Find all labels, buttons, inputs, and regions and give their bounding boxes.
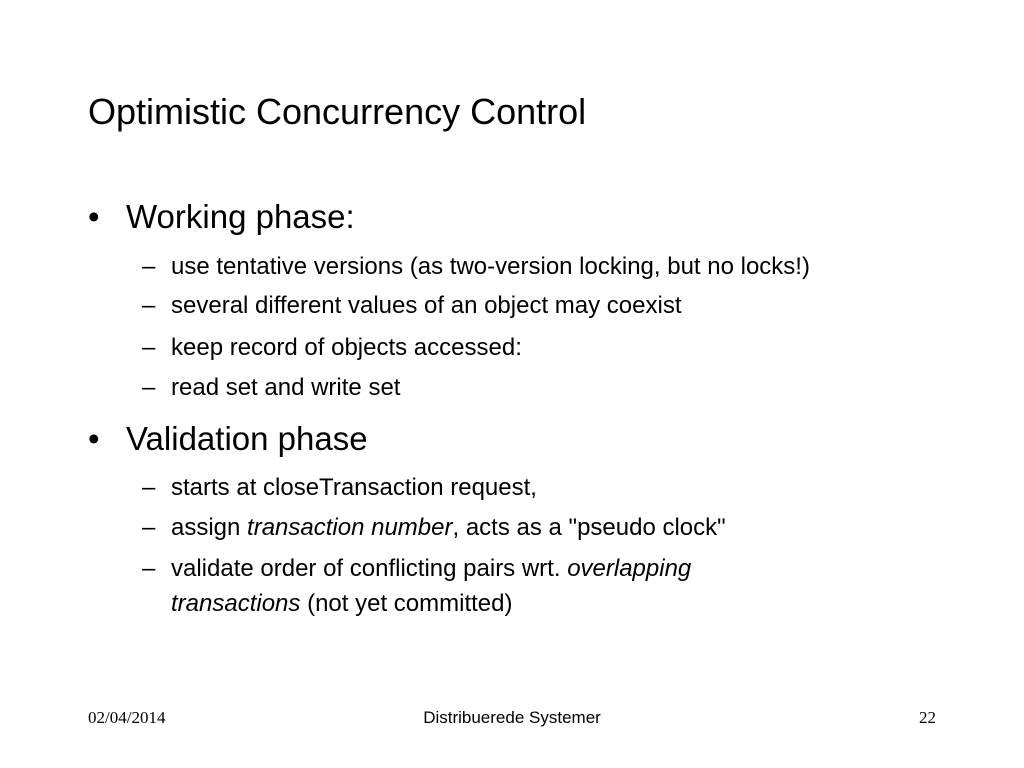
sub-item-text-post: , acts as a "pseudo clock" [452,514,726,541]
sub-item-text [171,512,726,544]
dash-icon: – [142,253,156,280]
dash-icon: – [142,474,156,501]
dash-icon: – [142,334,156,361]
sub-item-text-post: (not yet committed) [300,590,513,617]
sub-item-text [171,588,512,620]
sub-item-text-pre: validate order of conflicting pairs wrt. [171,555,568,582]
footer-course: Distribuerede Systemer [423,708,601,727]
bullet-icon: • [88,198,100,235]
bullet-icon: • [88,420,100,457]
sub-item-text: use tentative versions (as two-version locking, but no locks!) [171,253,810,280]
bullet-heading: Working phase: [126,198,355,235]
dash-icon: – [142,374,156,401]
sub-item-emphasis: transactions [171,590,301,617]
sub-item-text: keep record of objects accessed: [171,334,522,361]
sub-item-text: read set and write set [171,374,401,401]
sub-item-emphasis: transaction number [247,514,453,541]
sub-item-text [171,553,691,585]
footer-page-number: 22 [919,708,936,727]
footer-date: 02/04/2014 [88,708,166,727]
bullet-heading: Validation phase [126,420,368,457]
dash-icon: – [142,514,156,541]
sub-item-text-pre: assign [171,514,248,541]
sub-item-text: starts at closeTransaction request, [171,474,537,501]
sub-item-text: several different values of an object may coexist [171,292,682,319]
dash-icon: – [142,292,156,319]
sub-item-emphasis: overlapping [567,555,692,582]
dash-icon: – [142,555,156,582]
slide-title: Optimistic Concurrency Control [88,91,587,132]
